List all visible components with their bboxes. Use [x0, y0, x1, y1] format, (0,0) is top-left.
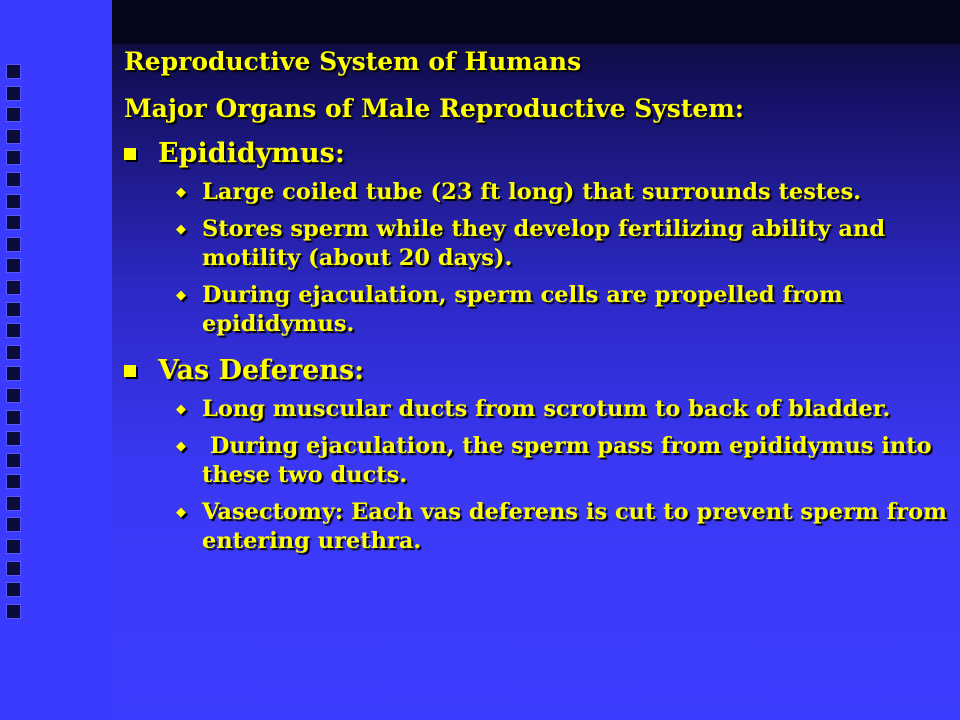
decorative-square — [6, 323, 21, 338]
diamond-bullet-icon: ◆ — [176, 288, 186, 303]
list-item-text: Large coiled tube (23 ft long) that surrounds testes. — [202, 179, 862, 205]
diamond-bullet-icon: ◆ — [176, 439, 186, 454]
section-heading-vas-deferens — [124, 355, 954, 387]
decorative-square — [6, 453, 21, 468]
list-item-text: Stores sperm while they develop fertilizing ability and motility (about 20 days). — [202, 216, 886, 271]
list-item — [124, 215, 954, 273]
slide-content — [124, 44, 954, 556]
decorative-square — [6, 64, 21, 79]
section-heading-epididymus — [124, 138, 954, 170]
decorative-square — [6, 107, 21, 122]
slide-subtitle: Major Organs of Male Reproductive System: — [124, 94, 745, 123]
decorative-square — [6, 366, 21, 381]
section-heading-text: Vas Deferens: — [158, 355, 365, 386]
diamond-bullet-icon: ◆ — [176, 185, 186, 200]
decorative-square — [6, 517, 21, 532]
list-item-text: During ejaculation, sperm cells are propelled from epididymus. — [202, 282, 843, 337]
list-item-text: Long muscular ducts from scrotum to back of bladder. — [202, 396, 891, 422]
square-bullet-icon — [124, 365, 136, 377]
decorative-square — [6, 129, 21, 144]
decorative-square — [6, 474, 21, 489]
decorative-square — [6, 539, 21, 554]
decorative-square — [6, 302, 21, 317]
list-item — [124, 281, 954, 339]
decorative-square — [6, 258, 21, 273]
decorative-square — [6, 410, 21, 425]
list-item-text: Vasectomy: Each vas deferens is cut to prevent sperm from entering urethra. — [202, 499, 947, 554]
decorative-square — [6, 388, 21, 403]
diamond-bullet-icon: ◆ — [176, 402, 186, 417]
list-item — [124, 432, 954, 490]
list-item — [124, 178, 954, 207]
decorative-square — [6, 172, 21, 187]
decorative-square — [6, 86, 21, 101]
diamond-bullet-icon: ◆ — [176, 505, 186, 520]
decorative-square — [6, 345, 21, 360]
decorative-squares-column — [6, 64, 24, 619]
list-item-text: During ejaculation, the sperm pass from epididymus into these two ducts. — [202, 433, 940, 488]
decorative-square — [6, 582, 21, 597]
square-bullet-icon — [124, 148, 136, 160]
decorative-square — [6, 496, 21, 511]
decorative-square — [6, 280, 21, 295]
decorative-square — [6, 604, 21, 619]
decorative-square — [6, 561, 21, 576]
top-dark-strip — [112, 0, 960, 44]
decorative-square — [6, 215, 21, 230]
slide-title: Reproductive System of Humans — [124, 47, 582, 76]
decorative-square — [6, 431, 21, 446]
list-item — [124, 498, 954, 556]
list-item — [124, 395, 954, 424]
decorative-square — [6, 194, 21, 209]
decorative-square — [6, 237, 21, 252]
section-heading-text: Epididymus: — [158, 138, 345, 169]
decorative-square — [6, 150, 21, 165]
diamond-bullet-icon: ◆ — [176, 222, 186, 237]
